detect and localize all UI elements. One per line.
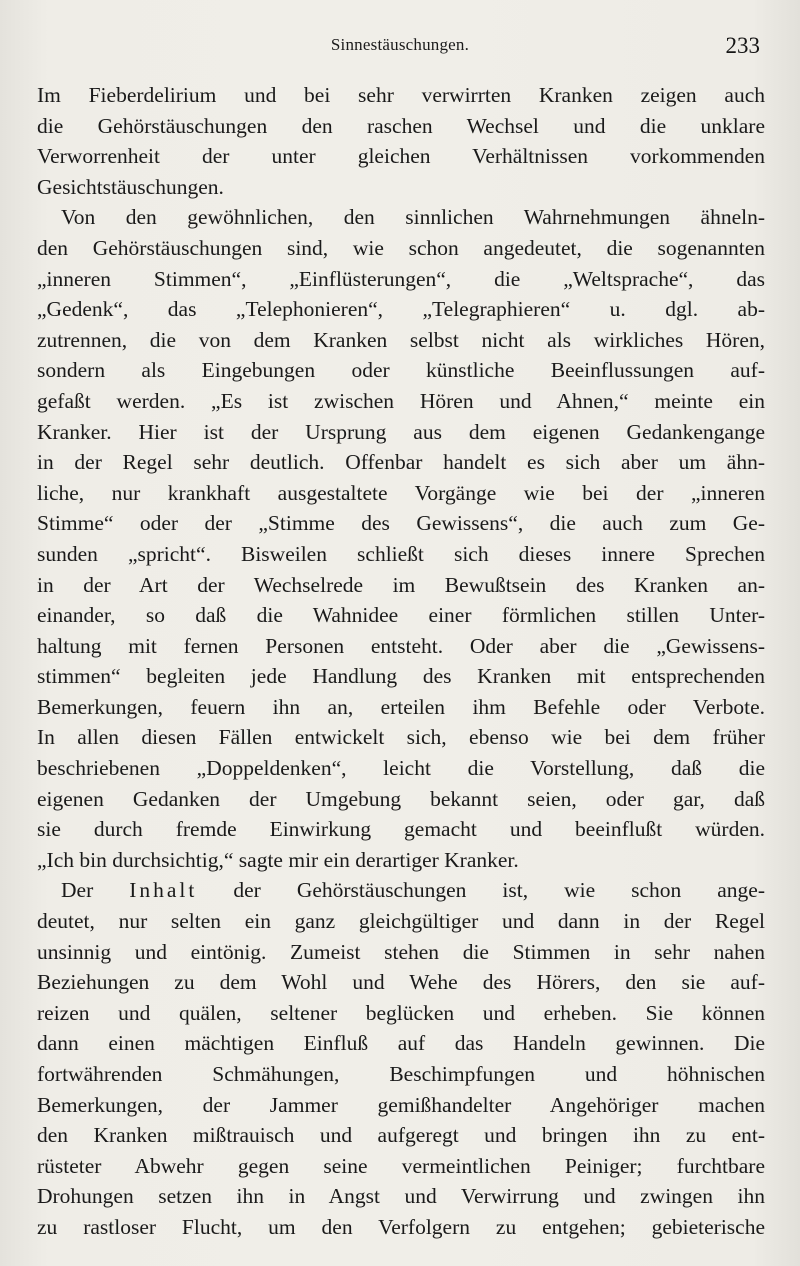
text-line: Drohungen setzen ihn in Angst und Verwirrung und zwingen ihn bbox=[37, 1184, 765, 1209]
text-line: Im Fieberdelirium und bei sehr verwirrten Kranken zeigen auch bbox=[37, 83, 765, 107]
emphasized-word: Inhalt bbox=[129, 878, 198, 903]
running-head bbox=[0, 33, 800, 59]
text-line: in der Regel sehr deutlich. Offenbar handelt es sich aber um ähn- bbox=[37, 450, 765, 475]
text-line: Von den gewöhnlichen, den sinnlichen Wahrnehmungen ähneln- bbox=[61, 205, 765, 230]
text-line: den Kranken mißtrauisch und aufgeregt und bringen ihn zu ent- bbox=[37, 1123, 765, 1148]
text-line: Bemerkungen, der Jammer gemißhandelter Angehöriger machen bbox=[37, 1092, 765, 1117]
body-text bbox=[37, 80, 765, 1243]
text-line: einander, so daß die Wahnidee einer förmlichen stillen Unter- bbox=[37, 603, 765, 628]
text-line: Kranker. Hier ist der Ursprung aus dem eigenen Gedankengange bbox=[37, 419, 765, 444]
page-number: 233 bbox=[725, 33, 760, 58]
text-line: sie durch fremde Einwirkung gemacht und beeinflußt würden. bbox=[37, 817, 765, 842]
text-line: Bemerkungen, feuern ihn an, erteilen ihm Befehle oder Verbote. bbox=[37, 694, 765, 719]
text-line: unsinnig und eintönig. Zumeist stehen die Stimmen in sehr nahen bbox=[37, 939, 765, 964]
text-line: in der Art der Wechselrede im Bewußtsein des Kranken an- bbox=[37, 572, 765, 597]
text-line: stimmen“ begleiten jede Handlung des Kranken mit entsprechenden bbox=[37, 664, 765, 689]
text-line: sunden „spricht“. Bisweilen schließt sich dieses innere Sprechen bbox=[37, 541, 765, 566]
text-line: rüsteter Abwehr gegen seine vermeintlichen Peiniger; furchtbare bbox=[37, 1153, 765, 1178]
text-line-with-spaced-word bbox=[37, 875, 765, 906]
text-line: beschriebenen „Doppeldenken“, leicht die Vorstellung, daß die bbox=[37, 756, 765, 781]
text-line: In allen diesen Fällen entwickelt sich, ebenso wie bei dem früher bbox=[37, 725, 765, 750]
text-line: den Gehörstäuschungen sind, wie schon angedeutet, die sogenannten bbox=[37, 235, 765, 260]
text-line: dann einen mächtigen Einfluß auf das Handeln gewinnen. Die bbox=[37, 1031, 765, 1056]
text-line: „Ich bin durchsichtig,“ sagte mir ein derartiger Kranker. bbox=[37, 847, 519, 872]
text-line: zutrennen, die von dem Kranken selbst nicht als wirkliches Hören, bbox=[37, 327, 765, 352]
text-line: Gesichtstäuschungen. bbox=[37, 174, 224, 199]
text-run: der Gehörstäuschungen ist, wie schon ange- bbox=[197, 878, 766, 903]
text-line: liche, nur krankhaft ausgestaltete Vorgänge wie bei der „inneren bbox=[37, 480, 765, 505]
text-line: fortwährenden Schmähungen, Beschimpfungen und höhnischen bbox=[37, 1062, 765, 1086]
text-line: „Gedenk“, das „Telephonieren“, „Telegraphieren“ u. dgl. ab- bbox=[37, 297, 765, 322]
text-line: Beziehungen zu dem Wohl und Wehe des Hörers, den sie auf- bbox=[37, 970, 765, 995]
text-line: Stimme“ oder der „Stimme des Gewissens“, die auch zum Ge- bbox=[37, 511, 765, 536]
text-line: reizen und quälen, seltener beglücken und erheben. Sie können bbox=[37, 1000, 765, 1025]
text-line: „inneren Stimmen“, „Einflüsterungen“, die „Weltsprache“, das bbox=[37, 266, 765, 291]
text-line: haltung mit fernen Personen entsteht. Oder aber die „Gewissens- bbox=[37, 633, 765, 658]
text-line: zu rastloser Flucht, um den Verfolgern zu entgehen; gebieterische bbox=[37, 1214, 765, 1239]
text-line: deutet, nur selten ein ganz gleichgültiger und dann in der Regel bbox=[37, 909, 765, 934]
text-line: die Gehörstäuschungen den raschen Wechsel und die unklare bbox=[37, 113, 765, 138]
running-title: Sinnestäuschungen. bbox=[330, 35, 470, 54]
text-line: Verworrenheit der unter gleichen Verhältnissen vorkommenden bbox=[37, 144, 765, 169]
text-line: sondern als Eingebungen oder künstliche Beeinflussungen auf- bbox=[37, 358, 765, 383]
text-run: Der bbox=[61, 878, 130, 903]
text-line: gefaßt werden. „Es ist zwischen Hören und Ahnen,“ meinte ein bbox=[37, 388, 765, 413]
text-line: eigenen Gedanken der Umgebung bekannt seien, oder gar, daß bbox=[37, 786, 765, 811]
